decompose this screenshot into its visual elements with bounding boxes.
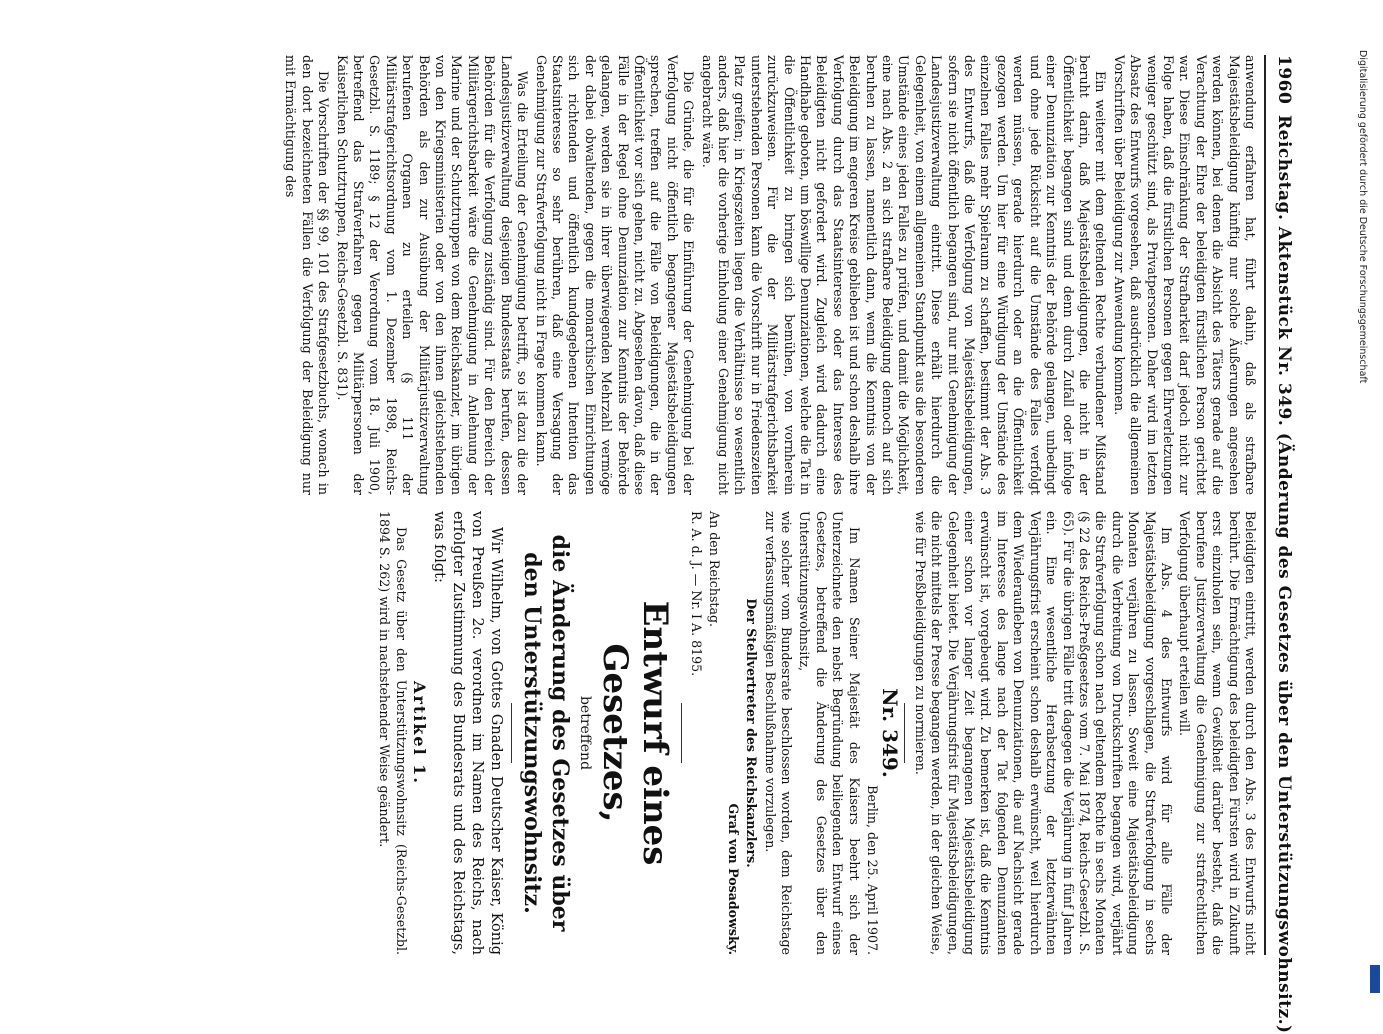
dfg-logo-icon: [1370, 965, 1380, 993]
left-column: [280, 55, 1258, 495]
paragraph: Das Gesetz über den Unterstützungswohnsitz (Reichs-Gesetzbl. 1894 S. 262) wird in nachstehender Weise geändert.: [377, 511, 409, 955]
paragraph: anwendung erfahren hat, führt dahin, daß als strafbare Majestätsbeleidigung künftig nur solche Äußerungen angesehen werden können, bei denen die Absicht des Täters gerade auf die Verachtung der Ehre der beleidigten fürstlichen Person gerichtet war. Diese Einschränkung der Strafbarkeit darf jedoch nicht zur Folge haben, daß die fürstlichen Personen gegen Ehrverletzungen weniger geschützt sind, als Privatpersonen. Daher wird im letzten Absatz des Entwurfs vorgesehen, daß ausdrücklich die allgemeinen Vorschriften über Beleidigung zur Anwendung kommen.: [1111, 55, 1258, 495]
signer-title: Der Stellvertreter des Reichskanzlers.: [744, 598, 760, 868]
addressee: An den Reichstag.: [707, 511, 723, 628]
header-title: Reichstag. Aktenstück Nr. 349. (Änderung des Gesetzes über den Unterstützungswohnsitz.): [1274, 115, 1294, 1034]
draft-subtitle: betreffend: [576, 695, 593, 771]
paragraph: wie solcher vom Bundesrate beschlossen worden, dem Reichstage zur verfassungsmäßigen Beschlußnahme vorzulegen.: [762, 511, 795, 955]
digitization-notice: Digitalisierung gefördert durch die Deutsche Forschungsgemeinschaft: [1357, 50, 1368, 384]
separator: [511, 703, 512, 763]
separator: [681, 703, 682, 763]
paragraph: Was die Erteilung der Genehmigung betrifft, so ist dazu die der Landesjustizverwaltung desjenigen Bundesstaats berufen, dessen Behörden für die Verfolgung zuständig sind. Für den Bereich der Militärgerichtsbarkeit wäre die Genehmigung in Anlehnung der Marine und der Schutztruppen von dem Reichskanzler, im übrigen von den Kriegsministerien oder von den ihnen gleichstehenden Behörden als den zur Ausübung der Militärjustizverwaltung berufenen Organen zu erteilen (§ 111 der Militärstrafgerichtsordnung vom 1. Dezember 1898, Reichs-Gesetzbl. S. 1189; § 12 der Verordnung vom 18. Juli 1900, betreffend das Strafverfahren gegen Militärpersonen der Kaiserlichen Schutztruppen, Reichs-Gesetzbl. S. 831).: [334, 55, 531, 495]
paragraph: Beleidigten eintritt, werden durch den Abs. 3 des Entwurfs nicht berührt. Die Ermächtigung des beleidigten Fürsten wird in Zukunft erst einzuholen sein, wenn Gewißheit darüber besteht, daß die berufene Justizverwaltung die Genehmigung zur strafrechtlichen Verfolgung überhaupt erteilen will.: [1177, 511, 1258, 955]
dateline: Berlin, den 25. April 1907.: [865, 785, 881, 955]
separator: [904, 703, 905, 763]
right-column: [374, 511, 1258, 955]
preamble: Wir Wilhelm, von Gottes Gnaden Deutscher Kaiser, König von Preußen 2c. verordnen im Namen des Reichs, nach erfolgter Zustimmung des Bundesrats und des Reichstags, was folgt:: [431, 511, 505, 955]
page-number: 1960: [1274, 55, 1294, 105]
signer-name: Graf von Posadowsky.: [725, 803, 741, 955]
document-number: Nr. 349.: [878, 688, 903, 778]
paragraph: Im Namen Seiner Majestät des Kaisers beehrt sich der Unterzeichnete den nebst Begründung beiliegenden Entwurf eines Gesetzes, betreffend die Änderung des Gesetzes über den Unterstützungswohnsitz,: [797, 511, 862, 955]
running-header: [1264, 55, 1300, 1034]
draft-topic: die Änderung des Gesetzes über den Unterstützungswohnsitz.: [519, 534, 574, 932]
paragraph: Die Vorschriften der §§ 99, 101 des Strafgesetzbuchs, wonach in den dort bezeichneten Fällen die Verfolgung der Beleidigung nur mit Ermächtigung des: [283, 55, 332, 495]
paragraph: Die Gründe, die für die Einführung der Genehmigung bei der Verfolgung nicht öffentlich begangener Majestätsbeleidigungen sprechen, treffen auf die Fälle von Beleidigungen, die in der Öffentlichkeit vor sich gehen, nicht zu. Abgesehen davon, daß diese Fälle in der Regel ohne Denunziation zur Kenntnis der Behörde gelangen, werden sie in ihrer überwiegenden Mehrzahl vermöge der dabei obwaltenden, gegen die monarchischen Einrichtungen sich richtenden und öffentlich kundgegebenen Intention das Staatsinteresse so sehr berühren, daß eine Versagung der Genehmigung zur Strafverfolgung nicht in Frage kommen kann.: [533, 55, 697, 495]
paragraph: Ein weiterer mit dem geltenden Rechte verbundener Mißstand beruht darin, daß Majestätsbeleidigungen, die nicht in der Öffentlichkeit begangen sind und denn durch Zufall oder infolge einer Denunziation zur Kenntnis der Behörde gelangen, unbedingt und ohne jede Rücksicht auf die Umstände des Falles verfolgt werden müssen, gerade hierdurch oder an die Öffentlichkeit gezogen werden. Um hier für eine Würdigung der Umstände des einzelnen Falles mehr Spielraum zu schaffen, bestimmt der Abs. 3 des Entwurfs, daß die Verfolgung von Majestätsbeleidigungen, sofern sie nicht öffentlich begangen sind, nur mit Genehmigung der Landesjustizverwaltung eintritt. Diese erhält hierdurch die Gelegenheit, von einem allgemeinen Standpunkt aus die besonderen Umstände eines jeden Falles zu prüfen, und damit die Möglichkeit, eine nach Abs. 2 an sich strafbare Beleidigung dennoch auf sich beruhen zu lassen, namentlich dann, wenn die Kenntnis von der Beleidigung im engeren Kreise geblieben ist und schon deshalb ihre Verfolgung durch das Staatsinteresse oder das Interesse des Beleidigten nicht gefordert wird. Zugleich wird dadurch eine Handhabe geboten, um böswillige Denunziationen, welche die Tat in die Öffentlichkeit zu bringen sich bemühen, von vornherein zurückzuweisen. Für die der Militärstrafgerichtsbarkeit unterstehenden Personen kann die Vorschrift nur in Friedenszeiten Platz greifen; in Kriegszeiten liegen die Verhältnisse so wesentlich anders, daß hier die vorherige Einholung einer Genehmigung nicht angebracht wäre.: [699, 55, 1109, 496]
paragraph: Im Abs. 4 des Entwurfs wird für alle Fälle der Majestätsbeleidigung vorgeschlagen, die Strafverfolgung in sechs Monaten verjähren zu lassen. Soweit eine Majestätsbeleidigung durch die Verbreitung von Druckschriften begangen wird, verjährt die Strafverfolgung schon nach geltendem Rechte in sechs Monaten (§ 22 des Reichs-Preßgesetzes vom 7. Mai 1874, Reichs-Gesetzbl. S. 65). Für die übrigen Fälle tritt dagegen die Verjährung in fünf Jahren ein. Eine wesentliche Herabsetzung der letzterwähnten Verjährungsfrist erscheint schon deshalb erwünscht, weil hierdurch dem Wiederaufleben von Denunziationen, die auf Nachsicht gerade im Interesse des lange nach der Tat folgenden Denunzianten erwünscht ist, vorgebeugt wird. Zu bemerken ist, daß die Kenntnis einer schon vor langer Zeit begangenen Majestätsbeleidigung Gelegenheit bietet. Die Verjährungsfrist für Majestätsbeleidigungen, die nicht mittels der Presse begangen werden, in der gleichen Weise, wie für Preßbeleidigungen zu normieren.: [912, 511, 1174, 955]
rotated-document: [60, 55, 1300, 1034]
header-rule: [1264, 55, 1266, 955]
article-heading: Artikel 1.: [410, 681, 430, 785]
draft-title: Entwurf eines Gesetzes,: [594, 600, 675, 866]
reference-number: R. A. d. J. — Nr. I A. 8195.: [689, 511, 704, 677]
